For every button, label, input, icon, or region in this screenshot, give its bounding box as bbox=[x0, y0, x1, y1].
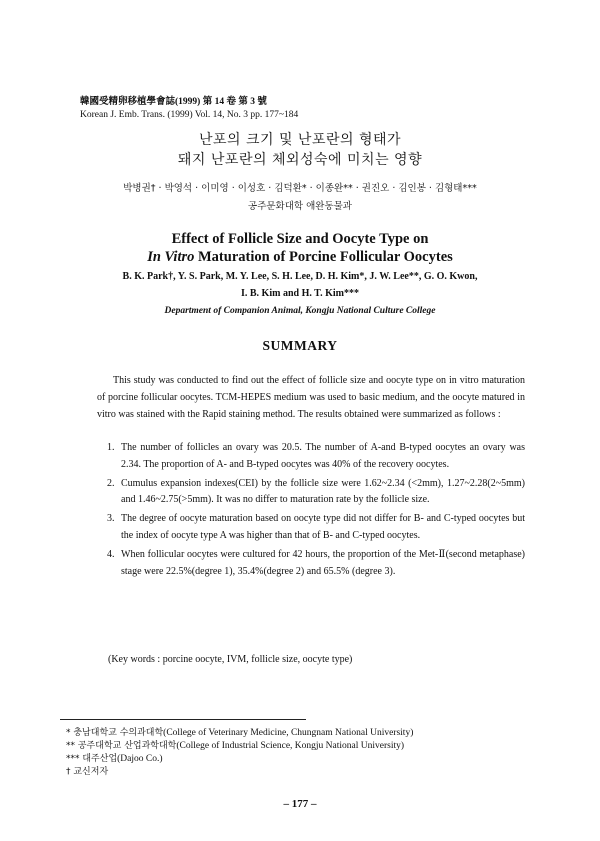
page-number: – 177 – bbox=[283, 798, 317, 810]
korean-title bbox=[0, 130, 600, 170]
english-title-rest: Maturation of Porcine Follicular Oocytes bbox=[194, 249, 453, 265]
english-title bbox=[0, 230, 600, 266]
finding-item bbox=[107, 476, 525, 510]
footnote bbox=[66, 740, 413, 753]
footnote-korean: † 교신저자 bbox=[66, 767, 109, 777]
journal-citation-english: Korean J. Emb. Trans. (1999) Vol. 14, No. 3 pp. 177~184 bbox=[80, 110, 299, 120]
english-title-line-1: Effect of Follicle Size and Oocyte Type on bbox=[171, 231, 429, 247]
footnote-korean: *** 대주산업 bbox=[66, 754, 118, 764]
korean-title-line-1: 난포의 크기 및 난포란의 형태가 bbox=[198, 132, 402, 148]
finding-text: The number of follicles an ovary was 20.5. The number of A-and B-typed oocytes an ovary was 2.34. The proportion of A- and B-typed oocytes was 40% of the recovery oocytes. bbox=[121, 442, 525, 470]
footnote-english: (Dajoo Co.) bbox=[117, 754, 163, 764]
finding-text: When follicular oocytes were cultured for 42 hours, the proportion of the Met-Ⅱ(second metaphase) stage were 22.5%(degree 1), 35.4%(degree 2) and 65.5% (degree 3). bbox=[121, 548, 525, 577]
english-title-line-2 bbox=[0, 248, 600, 266]
footnote bbox=[66, 727, 413, 740]
finding-item bbox=[107, 547, 525, 581]
footnote bbox=[66, 766, 413, 779]
finding-number: 1. bbox=[107, 442, 115, 453]
footnotes bbox=[66, 727, 413, 779]
finding-number: 3. bbox=[107, 513, 115, 525]
english-authors-line-2: I. B. Kim and H. T. Kim*** bbox=[241, 288, 359, 299]
korean-title-line-2: 돼지 난포란의 체외성숙에 미치는 영향 bbox=[177, 152, 423, 168]
finding-number: 2. bbox=[107, 477, 115, 489]
footnote-korean: ** 공주대학교 산업과학대학 bbox=[66, 741, 177, 751]
footnote-divider bbox=[60, 719, 306, 720]
summary-findings-list bbox=[107, 440, 525, 582]
english-authors-line-1: B. K. Park†, Y. S. Park, M. Y. Lee, S. H. Lee, D. H. Kim*, J. W. Lee**, G. O. Kwon, bbox=[122, 271, 478, 282]
korean-authors: 박병권† · 박영석 · 이미영 · 이성호 · 김덕환* · 이종완** · 권진오 · 김인봉 · 김형태*** bbox=[123, 183, 477, 194]
finding-number: 4. bbox=[107, 548, 115, 560]
summary-intro-text: This study was conducted to find out the effect of follicle size and oocyte type on in vitro maturation of porcine follicular oocytes. TCM-HEPES medium was used to basic medium, and the oocyte matured in vitro was stained with the Rapid staining method. The results obtained were summarized as follows : bbox=[97, 375, 525, 420]
footnote-english: (College of Veterinary Medicine, Chungnam National University) bbox=[163, 728, 414, 738]
finding-item bbox=[107, 440, 525, 474]
english-authors bbox=[0, 268, 600, 302]
journal-citation-korean: 韓國受精卵移植學會誌(1999) 第 14 卷 第 3 號 bbox=[80, 97, 267, 107]
footnote-korean: * 충남대학교 수의과대학 bbox=[66, 728, 164, 738]
english-title-italic: In Vitro bbox=[147, 249, 195, 265]
summary-heading: SUMMARY bbox=[262, 338, 338, 353]
korean-affiliation: 공주문화대학 애완동물과 bbox=[248, 201, 352, 212]
finding-text: The degree of oocyte maturation based on oocyte type did not differ for B- and C-typed oocytes but the index of oocyte type A was higher than that of B- and C-typed oocytes. bbox=[121, 513, 525, 541]
finding-item bbox=[107, 511, 525, 545]
summary-intro bbox=[97, 373, 525, 423]
journal-header bbox=[80, 96, 298, 122]
finding-text: Cumulus expansion indexes(CEI) by the follicle size were 1.62~2.34 (<2mm), 1.27~2.28(2~5mm) and 1.46~2.75(>5mm). It was no differ to maturation rate by the follicle size. bbox=[121, 477, 525, 506]
english-affiliation: Department of Companion Animal, Kongju National Culture College bbox=[164, 306, 436, 316]
footnote bbox=[66, 753, 413, 766]
keywords: (Key words : porcine oocyte, IVM, follicle size, oocyte type) bbox=[108, 654, 353, 665]
footnote-english: (College of Industrial Science, Kongju National University) bbox=[176, 741, 405, 751]
